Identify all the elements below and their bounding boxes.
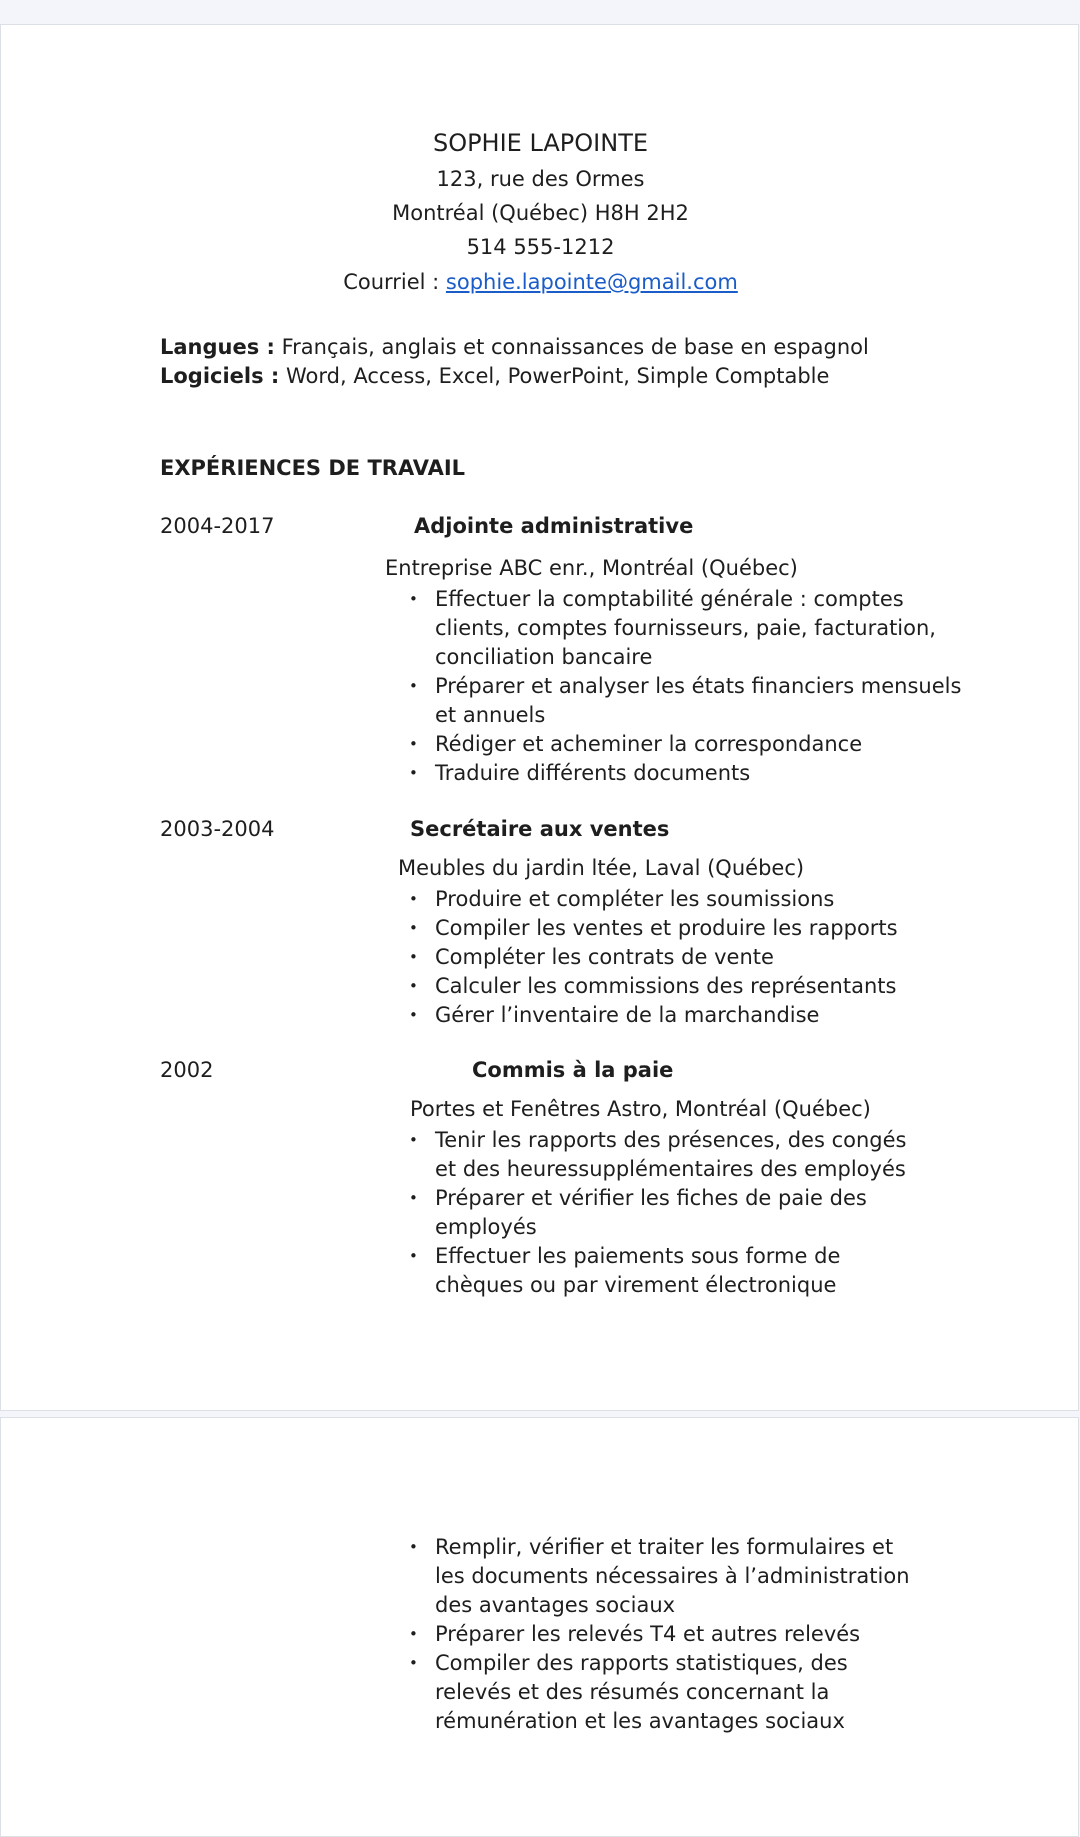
task-item: • Préparer et vérifier les fiches de paie des employés — [409, 1184, 929, 1242]
languages-label: Langues : — [160, 335, 275, 359]
document-page-1 — [0, 24, 1079, 1411]
job-title: Adjointe administrative — [414, 514, 694, 538]
job-title: Secrétaire aux ventes — [410, 817, 670, 841]
job-years: 2003-2004 — [160, 817, 275, 841]
email-link[interactable]: sophie.lapointe@gmail.com — [445, 270, 738, 294]
task-item: • Compiler des rapports statistiques, des relevés et des résumés concernant la rémunération et les avantages sociaux — [409, 1649, 929, 1736]
address-line-2: Montréal (Québec) H8H 2H2 — [392, 201, 689, 225]
task-item: • Compiler les ventes et produire les rapports — [409, 914, 969, 943]
task-item: • Calculer les commissions des représentants — [409, 972, 969, 1001]
job-employer: Meubles du jardin ltée, Laval (Québec) — [398, 856, 805, 880]
section-title-experience: EXPÉRIENCES DE TRAVAIL — [160, 456, 466, 480]
task-item: • Compléter les contrats de vente — [409, 943, 969, 972]
job-years: 2002 — [160, 1058, 214, 1082]
software-label: Logiciels : — [160, 364, 280, 388]
task-item: • Effectuer les paiements sous forme de chèques ou par virement électronique — [409, 1242, 929, 1300]
task-item: • Effectuer la comptabilité générale : comptes clients, comptes fournisseurs, paie, facturation, conciliation bancaire — [409, 585, 969, 672]
task-item: • Produire et compléter les soumissions — [409, 885, 969, 914]
email-line — [1, 270, 1080, 294]
candidate-name: SOPHIE LAPOINTE — [432, 129, 649, 157]
task-item: • Gérer l’inventaire de la marchandise — [409, 1001, 969, 1030]
task-item: • Préparer et analyser les états financiers mensuels et annuels — [409, 672, 969, 730]
languages-line — [160, 335, 869, 359]
task-item: • Préparer les relevés T4 et autres relevés — [409, 1620, 929, 1649]
task-item: • Remplir, vérifier et traiter les formulaires et les documents nécessaires à l’administration des avantages sociaux — [409, 1533, 929, 1620]
job-title: Commis à la paie — [472, 1058, 674, 1082]
job-employer: Entreprise ABC enr., Montréal (Québec) — [385, 556, 798, 580]
job-task-list-continued — [409, 1533, 929, 1736]
phone-number: 514 555-1212 — [466, 235, 615, 259]
document-page-2 — [0, 1417, 1079, 1837]
task-item: • Traduire différents documents — [409, 759, 969, 788]
languages-value: Français, anglais et connaissances de base en espagnol — [274, 335, 869, 359]
job-years: 2004-2017 — [160, 514, 275, 538]
software-value: Word, Access, Excel, PowerPoint, Simple Comptable — [279, 364, 830, 388]
job-employer: Portes et Fenêtres Astro, Montréal (Québec) — [410, 1097, 871, 1121]
job-task-list — [409, 885, 969, 1030]
software-line — [160, 364, 829, 388]
job-task-list — [409, 585, 969, 788]
task-item: • Tenir les rapports des présences, des congés et des heuressupplémentaires des employés — [409, 1126, 929, 1184]
task-item: • Rédiger et acheminer la correspondance — [409, 730, 969, 759]
job-task-list — [409, 1126, 929, 1300]
address-line-1: 123, rue des Ormes — [436, 167, 645, 191]
email-label: Courriel : — [343, 270, 446, 294]
